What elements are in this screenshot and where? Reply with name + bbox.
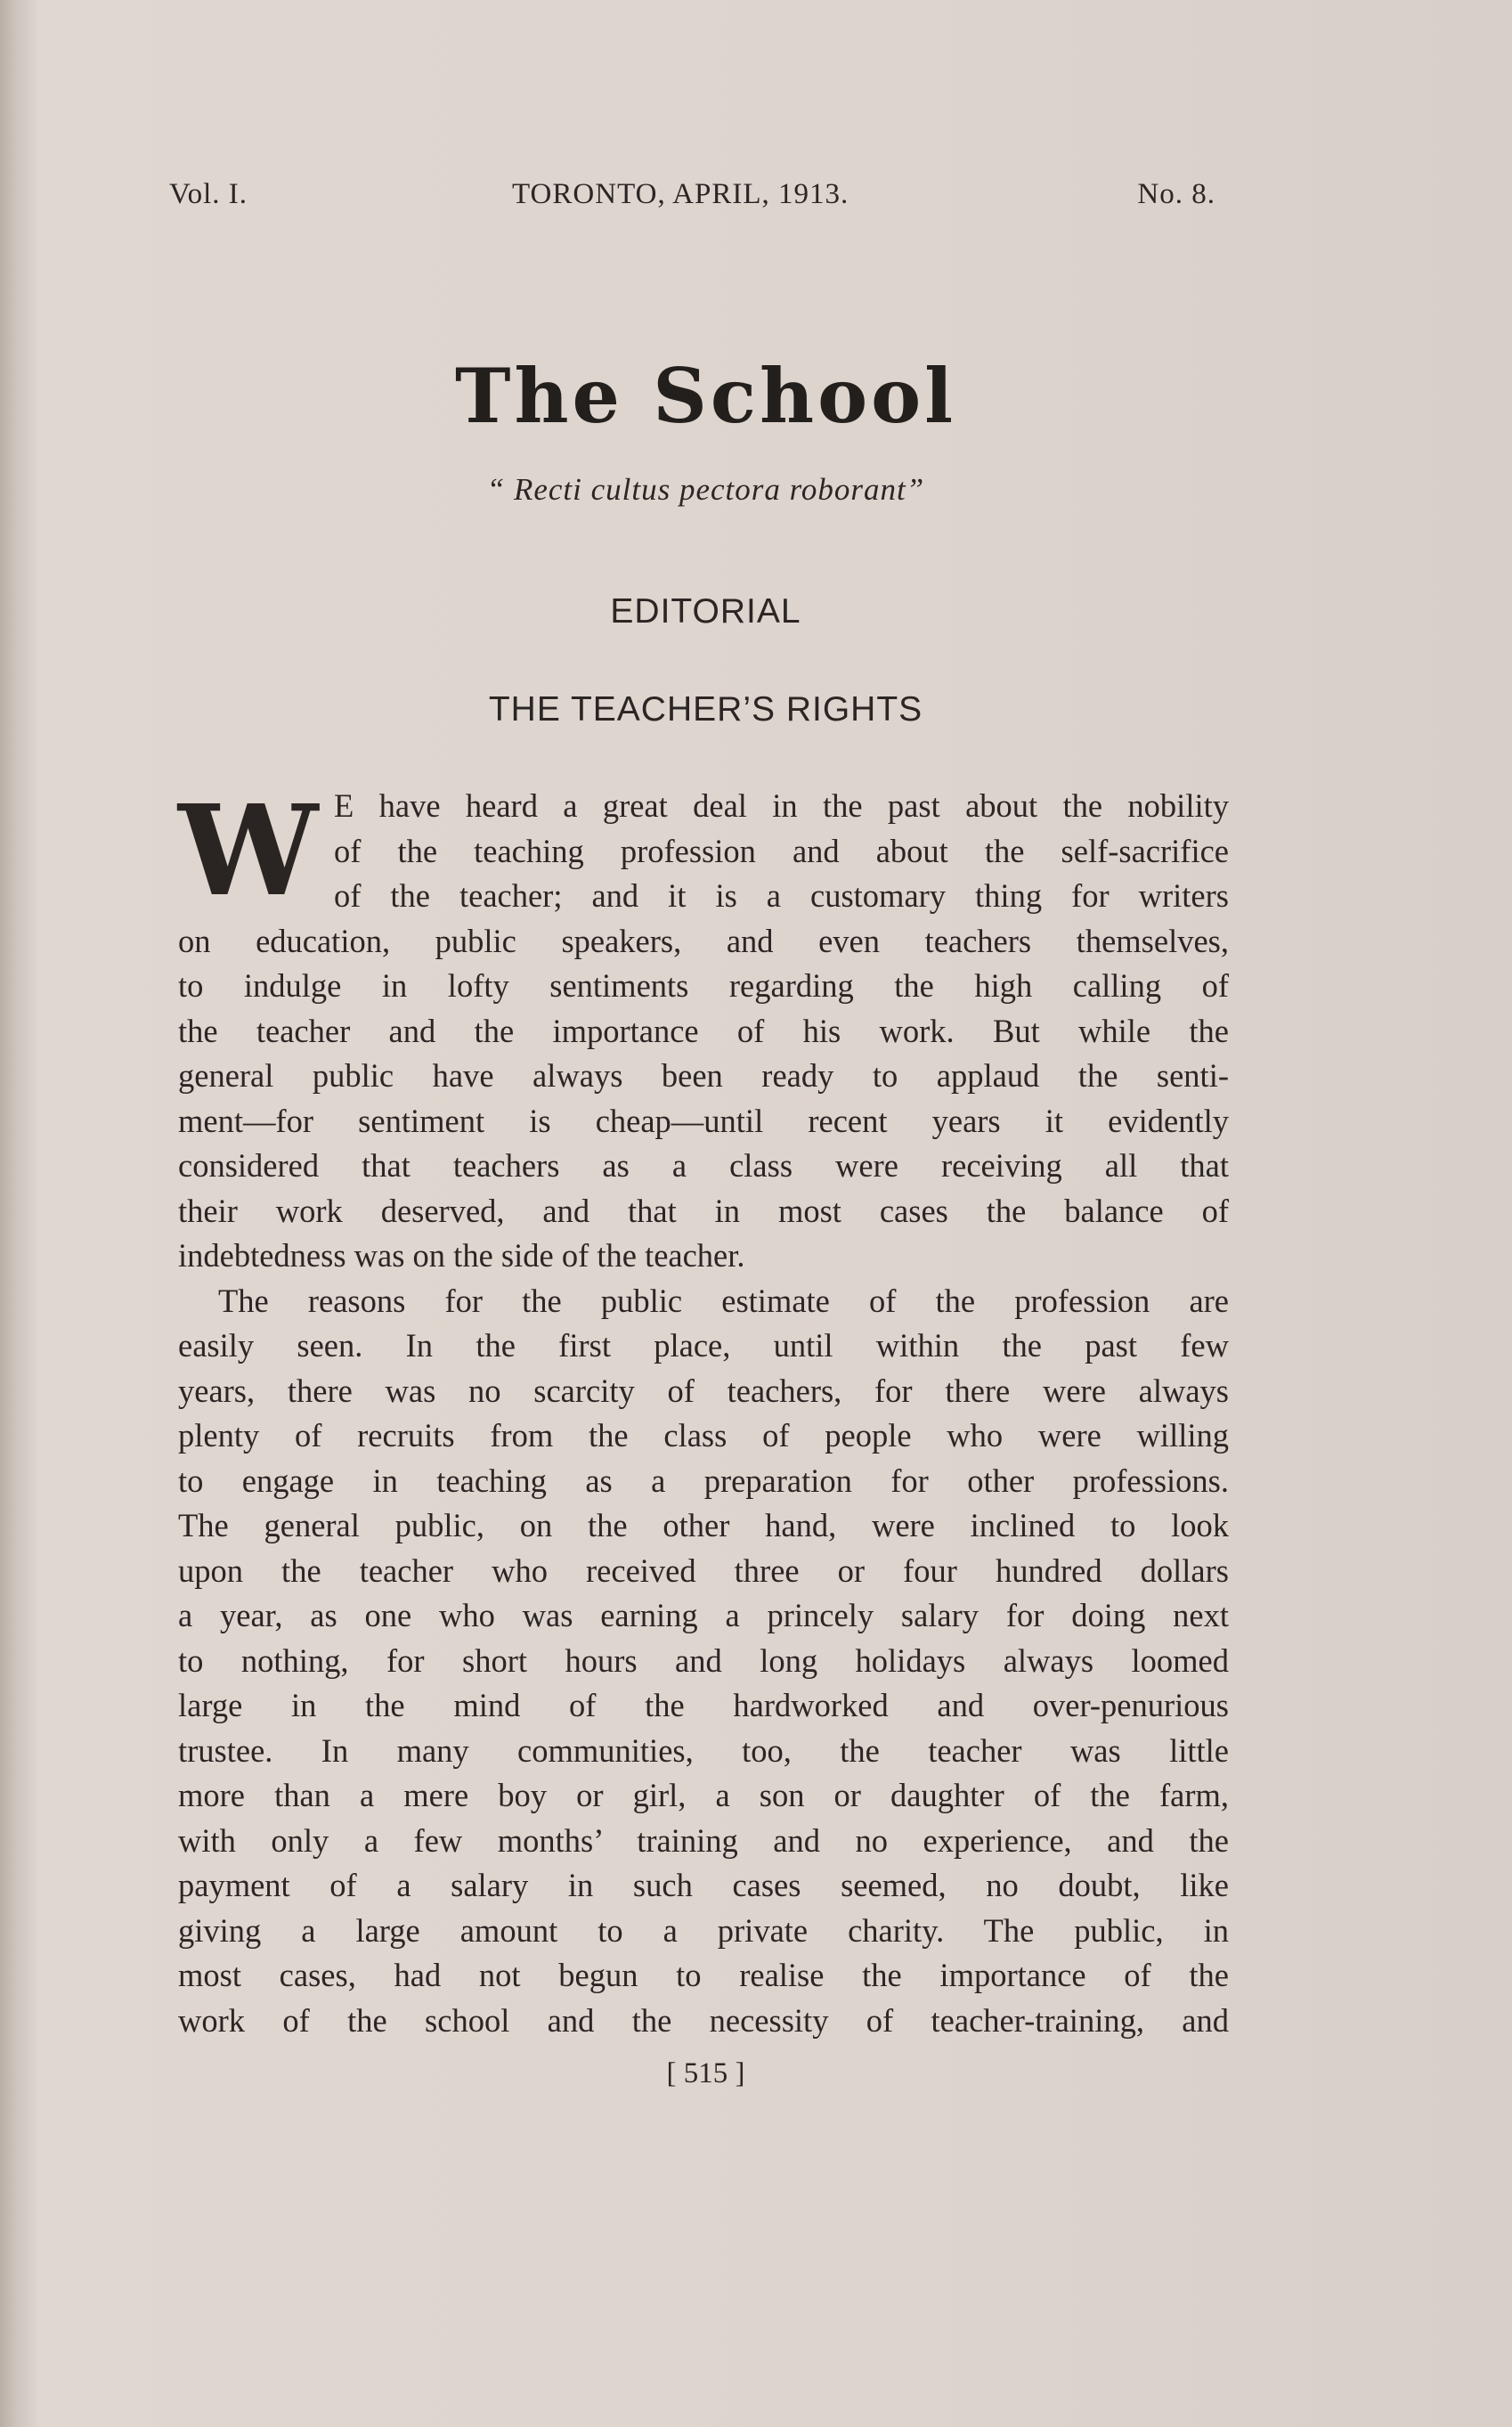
text-line: indebtedness was on the side of the teacher. [178,1237,745,1274]
dateline: TORONTO, APRIL, 1913. [512,178,849,210]
text-line: their work deserved, and that in most cases the balance of [178,1192,1229,1229]
text-line: years, there was no scarcity of teachers, for there were always [178,1372,1229,1409]
text-line: The general public, on the other hand, were inclined to look [178,1507,1229,1543]
text-line: to indulge in lofty sentiments regarding the high calling of [178,967,1229,1004]
text-line: considered that teachers as a class were receiving all that [178,1147,1229,1184]
text-line: large in the mind of the hardworked and over-penurious [178,1687,1229,1723]
volume-label: Vol. I. [169,178,248,210]
text-line: most cases, had not begun to realise the importance of the [178,1957,1229,1993]
text-line: E have heard a great deal in the past about the nobility [334,787,1229,824]
text-line: easily seen. In the first place, until within the past few [178,1327,1229,1364]
section-heading: EDITORIAL [610,592,801,631]
page-number: [ 515 ] [666,2057,745,2089]
text-line: payment of a salary in such cases seemed, no doubt, like [178,1867,1229,1903]
text-line: upon the teacher who received three or four hundred dollars [178,1551,1229,1589]
article-title: THE TEACHER’S RIGHTS [488,690,923,729]
drop-cap: W [178,778,319,924]
text-line: The reasons for the public estimate of the profession are [218,1282,1229,1319]
text-line: trustee. In many communities, too, the teacher was little [178,1731,1229,1769]
text-line: with only a few months’ training and no experience, and the [178,1821,1229,1859]
text-line: ment—for sentiment is cheap—until recent years it evidently [178,1102,1229,1139]
text-line: on education, public speakers, and even teachers themselves, [178,922,1229,959]
running-header [169,178,1215,223]
article-body [178,778,1229,2043]
journal-motto: “ Recti cultus pectora roborant” [486,472,925,507]
text-line: work of the school and the necessity of teacher-training, and [178,2001,1229,2039]
text-line: of the teaching profession and about the self-sacrifice [334,832,1229,869]
text-line: to engage in teaching as a preparation for other professions. [178,1462,1229,1499]
text-line: giving a large amount to a private charity. The public, in [178,1911,1229,1949]
journal-title: The School [454,352,957,440]
text-line: a year, as one who was earning a princely salary for doing next [178,1597,1229,1633]
text-line: general public have always been ready to applaud the senti- [178,1057,1229,1094]
text-line: plenty of recruits from the class of people who were willing [178,1417,1229,1454]
text-line: to nothing, for short hours and long holidays always loomed [178,1641,1229,1679]
text-line: of the teacher; and it is a customary thing for writers [334,877,1229,914]
issue-number: No. 8. [1137,178,1215,210]
text-line: the teacher and the importance of his work. But while the [178,1012,1229,1049]
text-line: more than a mere boy or girl, a son or daughter of the farm, [178,1777,1229,1813]
